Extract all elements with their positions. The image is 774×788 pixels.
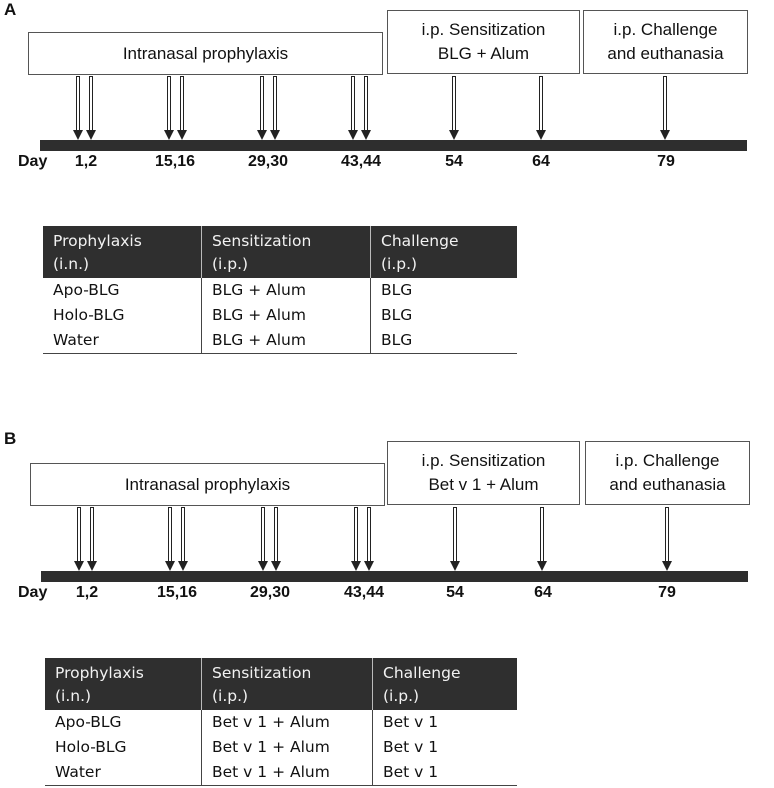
treatment-table xyxy=(43,226,517,354)
prophylaxis-box xyxy=(30,463,385,506)
header-line: Challenge xyxy=(383,664,461,682)
header-line: (i.p.) xyxy=(383,687,420,705)
table-cell: Bet v 1 + Alum xyxy=(202,735,373,760)
table-header-challenge xyxy=(371,226,518,278)
arrow-icon xyxy=(348,76,360,140)
header-line: (i.p.) xyxy=(212,255,249,273)
header-line: (i.p.) xyxy=(212,687,249,705)
table-header-sensitization xyxy=(202,658,373,710)
prophylaxis-box xyxy=(28,32,383,75)
table-header-row xyxy=(45,658,517,710)
arrow-icon xyxy=(536,76,548,140)
sensitization-box-line-2: Bet v 1 + Alum xyxy=(428,475,539,494)
table-cell: Bet v 1 + Alum xyxy=(202,760,373,786)
arrow-icon xyxy=(537,507,549,571)
table-cell: BLG xyxy=(371,303,518,328)
table-cell: Apo-BLG xyxy=(53,281,120,299)
arrow-icon xyxy=(449,76,461,140)
arrow-icon xyxy=(271,507,283,571)
table-cell: BLG xyxy=(371,328,518,354)
arrow-icon xyxy=(660,76,672,140)
header-line: Prophylaxis xyxy=(55,664,144,682)
challenge-box-line-2: and euthanasia xyxy=(607,44,724,63)
sensitization-box xyxy=(387,441,580,505)
challenge-box xyxy=(585,441,750,505)
table-cell: BLG + Alum xyxy=(202,278,371,303)
day-value: 54 xyxy=(446,584,464,601)
header-line: (i.n.) xyxy=(55,687,92,705)
table-cell: Bet v 1 + Alum xyxy=(202,710,373,735)
arrow-icon xyxy=(364,507,376,571)
day-value: 79 xyxy=(658,584,676,601)
table-cell: Holo-BLG xyxy=(53,306,125,324)
sensitization-box-line-1: i.p. Sensitization xyxy=(421,451,546,470)
header-line: Sensitization xyxy=(212,232,312,250)
table-cell: Bet v 1 xyxy=(373,710,518,735)
table-row xyxy=(43,328,517,354)
challenge-box-line-1: i.p. Challenge xyxy=(613,20,718,39)
day-value: 79 xyxy=(657,153,675,170)
header-line: (i.p.) xyxy=(381,255,418,273)
day-value: 43,44 xyxy=(343,584,385,601)
day-value: 43,44 xyxy=(340,153,382,170)
table-row xyxy=(45,710,517,735)
sensitization-box-line-2: BLG + Alum xyxy=(437,44,530,63)
table-cell: BLG xyxy=(371,278,518,303)
header-line: Sensitization xyxy=(212,664,312,682)
table-row xyxy=(45,760,517,786)
table-row xyxy=(43,278,517,303)
day-value: 54 xyxy=(445,153,463,170)
treatment-table xyxy=(45,658,517,786)
panel-a xyxy=(0,0,774,380)
arrow-icon xyxy=(87,507,99,571)
challenge-box xyxy=(583,10,748,74)
header-line: (i.n.) xyxy=(53,255,90,273)
day-value: 15,16 xyxy=(154,153,196,170)
day-axis-label: Day xyxy=(18,584,48,601)
table-cell: Apo-BLG xyxy=(55,713,122,731)
challenge-box-line-2: and euthanasia xyxy=(609,475,726,494)
table-row xyxy=(43,303,517,328)
day-value: 29,30 xyxy=(247,153,289,170)
table-cell: Bet v 1 xyxy=(373,760,518,786)
table-header-prophylaxis xyxy=(45,658,202,710)
arrow-icon xyxy=(351,507,363,571)
timeline-bar xyxy=(40,140,747,151)
panel-label: B xyxy=(4,429,17,448)
panel-b xyxy=(0,425,774,788)
arrow-icon xyxy=(258,507,270,571)
table-header-prophylaxis xyxy=(43,226,202,278)
table-cell: Holo-BLG xyxy=(55,738,127,756)
arrow-icon xyxy=(177,76,189,140)
table-cell: BLG + Alum xyxy=(202,328,371,354)
header-line: Challenge xyxy=(381,232,459,250)
header-line: Prophylaxis xyxy=(53,232,142,250)
timeline-bar xyxy=(41,571,748,582)
arrow-icon xyxy=(270,76,282,140)
day-value: 64 xyxy=(534,584,552,601)
day-value: 1,2 xyxy=(75,584,99,601)
table-header-row xyxy=(43,226,517,278)
day-value: 15,16 xyxy=(156,584,198,601)
table-row xyxy=(45,735,517,760)
arrow-icon xyxy=(361,76,373,140)
challenge-box-line-1: i.p. Challenge xyxy=(615,451,720,470)
table-cell: Water xyxy=(43,328,202,354)
table-header-sensitization xyxy=(202,226,371,278)
table-cell: Water xyxy=(45,760,202,786)
table-cell: BLG + Alum xyxy=(202,303,371,328)
day-value: 64 xyxy=(532,153,550,170)
sensitization-box-line-1: i.p. Sensitization xyxy=(421,20,546,39)
table-header-challenge xyxy=(373,658,518,710)
arrow-icon xyxy=(165,507,177,571)
arrow-icon xyxy=(257,76,269,140)
sensitization-box xyxy=(387,10,580,74)
day-axis-label: Day xyxy=(18,153,48,170)
table-cell: Bet v 1 xyxy=(373,735,518,760)
arrow-icon xyxy=(74,507,86,571)
arrow-icon xyxy=(662,507,674,571)
arrow-icon xyxy=(86,76,98,140)
arrow-icon xyxy=(450,507,462,571)
arrow-icon xyxy=(178,507,190,571)
day-value: 29,30 xyxy=(249,584,291,601)
prophylaxis-box-label: Intranasal prophylaxis xyxy=(122,43,289,63)
prophylaxis-box-label: Intranasal prophylaxis xyxy=(124,474,291,494)
panel-label: A xyxy=(4,0,17,19)
arrow-icon xyxy=(73,76,85,140)
arrow-icon xyxy=(164,76,176,140)
day-value: 1,2 xyxy=(74,153,98,170)
